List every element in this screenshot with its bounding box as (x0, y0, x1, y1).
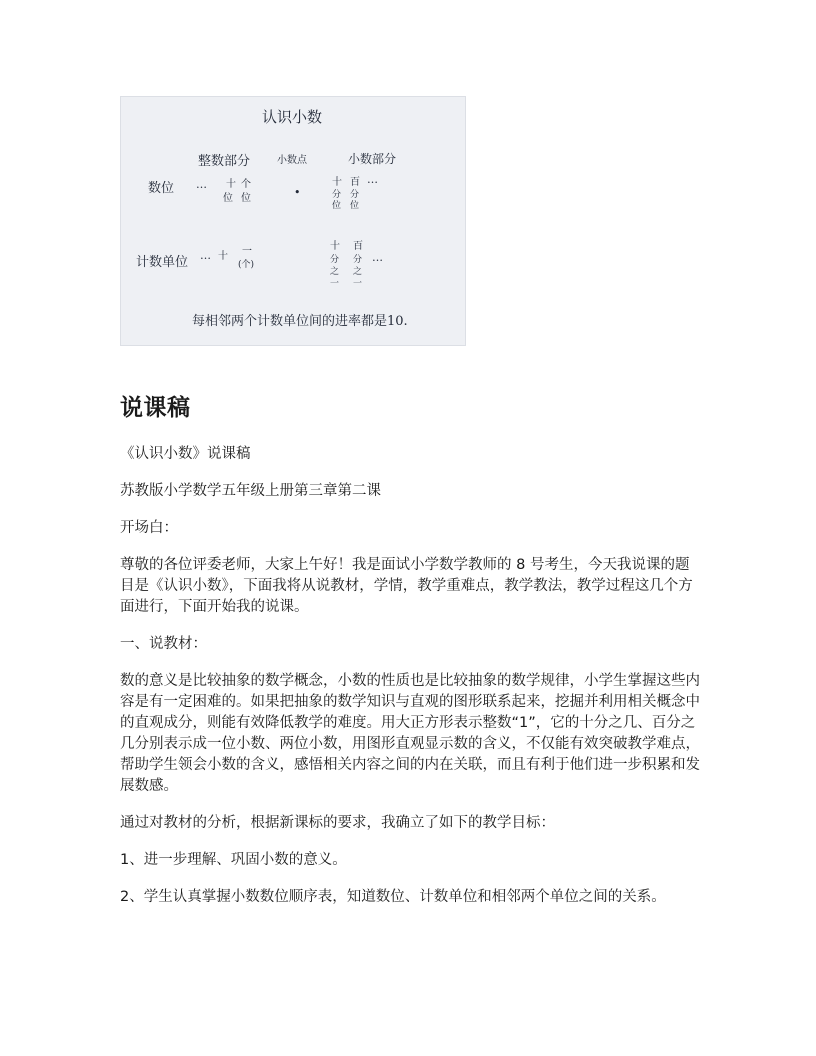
place-tenths-2: 分 (332, 190, 342, 200)
unit-hundredth-4: 一 (353, 279, 363, 289)
place-hundredths-3: 位 (350, 201, 360, 211)
textbook-analysis-paragraph: 数的意义是比较抽象的数学概念，小数的性质也是比较抽象的数学规律，小学生掌握这些内容是有一定困难的。如果把抽象的数学知识与直观的图形联系起来，挖掘并利用相关概念中的直观成分，则能有效降低教学的难度。用大正方形表示整数“1”，它的十分之几、百分之几分别表示成一位小数、两位小数，用图形直观显示数的含义，不仅能有效突破教学难点，帮助学生领会小数的含义，感悟相关内容之间的内在关联，而且有利于他们进一步积累和发展数感。 (120, 673, 700, 794)
objective-2: 2、学生认真掌握小数数位顺序表，知道数位、计数单位和相邻两个单位之间的关系。 (120, 889, 666, 905)
place-ellipsis-left: … (196, 178, 207, 191)
handwritten-note-photo (120, 96, 466, 346)
place-tenths-1: 十 (332, 177, 342, 188)
place-ones-2: 位 (241, 193, 251, 204)
unit-ellipsis-left: … (200, 249, 211, 262)
place-ellipsis-right: … (367, 173, 378, 186)
opening-paragraph: 尊敬的各位评委老师，大家上午好！我是面试小学数学教师的 8 号考生，今天我说课的题目是《认识小数》，下面我将从说教材，学情，教学重难点，教学教法，教学过程这几个方面进行，下面开始我的说课。 (120, 557, 693, 615)
unit-tenth-1: 十 (330, 241, 340, 252)
header-decimal-point: 小数点 (277, 155, 307, 166)
objectives-intro: 通过对教材的分析，根据新课标的要求，我确立了如下的教学目标： (120, 815, 555, 831)
section-heading: 说课稿 (120, 395, 191, 421)
unit-tenth-2: 分 (330, 255, 340, 265)
unit-tenth-3: 之 (330, 267, 340, 277)
header-integer-part: 整数部分 (197, 154, 251, 169)
place-tens-2: 位 (223, 193, 233, 204)
header-decimal-part: 小数部分 (347, 152, 397, 166)
unit-tenth-4: 一 (330, 279, 340, 289)
row-label-unit: 计数单位 (136, 255, 189, 270)
unit-hundredth-1: 百 (353, 241, 363, 252)
opening-label: 开场白： (120, 520, 178, 536)
document-body (120, 444, 700, 924)
unit-hundredth-3: 之 (353, 267, 363, 277)
objective-1: 1、进一步理解、巩固小数的意义。 (120, 852, 347, 868)
section-one-title: 一、说教材： (120, 636, 207, 652)
place-dot: • (294, 186, 301, 199)
note-footer: 每相邻两个计数单位间的进率都是10. (192, 314, 408, 329)
place-tens-1: 十 (226, 179, 236, 190)
row-label-place: 数位 (148, 181, 175, 196)
unit-ellipsis-right: … (372, 251, 383, 264)
place-tenths-3: 位 (332, 201, 342, 211)
handwritten-decimal-place-chart (120, 96, 466, 346)
doc-title-line: 《认识小数》说课稿 (120, 446, 251, 462)
unit-one-top: 一 (242, 246, 252, 257)
place-ones-1: 个 (241, 179, 251, 190)
unit-ten: 十 (218, 251, 228, 262)
textbook-info: 苏教版小学数学五年级上册第三章第二课 (120, 483, 381, 499)
unit-hundredth-2: 分 (353, 255, 363, 265)
place-hundredths-2: 分 (350, 190, 360, 200)
place-hundredths-1: 百 (350, 177, 360, 188)
unit-one-paren: (个) (238, 260, 255, 270)
note-title: 认识小数 (261, 108, 323, 126)
